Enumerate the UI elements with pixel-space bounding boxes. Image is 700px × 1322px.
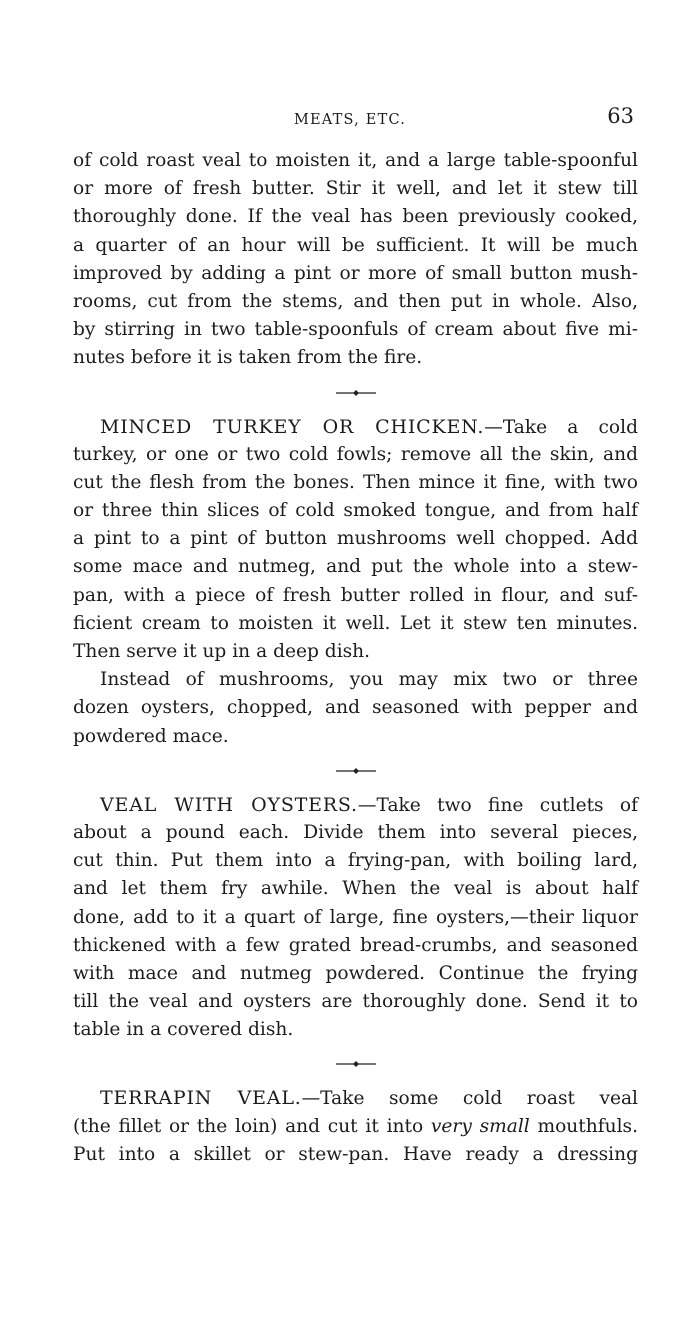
recipe-heading-rest: —Take two fine cutlets of bbox=[357, 794, 638, 816]
text-line bbox=[73, 413, 638, 441]
recipe-heading: TERRAPIN VEAL. bbox=[100, 1087, 302, 1110]
text-line: improved by adding a pint or more of small button mush- bbox=[73, 262, 638, 284]
text-line: or three thin slices of cold smoked tongue, and from half bbox=[73, 500, 638, 522]
recipe-heading-rest: —Take a cold bbox=[484, 416, 638, 438]
text-line: a quarter of an hour will be sufficient. It will be much bbox=[73, 234, 638, 256]
section-divider bbox=[73, 1044, 638, 1084]
section-divider bbox=[73, 751, 638, 791]
text-line: thickened with a few grated bread-crumbs, and seasoned bbox=[73, 934, 638, 956]
text-line bbox=[73, 791, 638, 819]
body-text bbox=[73, 147, 638, 1169]
text-line: cut thin. Put them into a frying-pan, with boiling lard, bbox=[73, 850, 638, 872]
text-line: pan, with a piece of fresh butter rolled in flour, and suf- bbox=[73, 584, 638, 606]
paragraph-veal-continuation bbox=[73, 147, 638, 373]
line-text: (the fillet or the loin) and cut it into bbox=[73, 1115, 431, 1137]
text-line: with mace and nutmeg powdered. Continue the frying bbox=[73, 962, 638, 984]
text-line: table in a covered dish. bbox=[73, 1019, 294, 1041]
text-line: rooms, cut from the stems, and then put in whole. Also, bbox=[73, 290, 638, 312]
text-line: by stirring in two table-spoonfuls of cream about five mi- bbox=[73, 319, 638, 341]
text-line: dozen oysters, chopped, and seasoned with pepper and bbox=[73, 697, 638, 719]
recipe-heading: VEAL WITH OYSTERS. bbox=[100, 793, 358, 816]
text-line: cut the flesh from the bones. Then mince it fine, with two bbox=[73, 471, 638, 493]
text-line: Then serve it up in a deep dish. bbox=[73, 641, 371, 662]
text-line: Put into a skillet or stew-pan. Have ready a dressing bbox=[73, 1143, 638, 1165]
divider-ornament-icon bbox=[336, 767, 376, 775]
recipe-heading: MINCED TURKEY OR CHICKEN. bbox=[100, 415, 485, 438]
running-head: MEATS, ETC. bbox=[293, 112, 407, 128]
text-line: thoroughly done. If the veal has been previously cooked, bbox=[73, 206, 638, 228]
text-line: some mace and nutmeg, and put the whole into a stew- bbox=[73, 556, 638, 578]
emphasis-text: very small bbox=[430, 1115, 530, 1137]
text-line: till the veal and oysters are thoroughly done. Send it to bbox=[73, 991, 638, 1013]
text-line: or more of fresh butter. Stir it well, and let it stew till bbox=[73, 178, 638, 200]
recipe-minced-turkey bbox=[73, 413, 638, 667]
page-number: 63 bbox=[607, 104, 634, 128]
text-line: nutes before it is taken from the fire. bbox=[73, 347, 423, 369]
recipe-heading-rest: —Take some cold roast veal bbox=[301, 1088, 638, 1110]
text-line: and let them fry awhile. When the veal is about half bbox=[73, 878, 638, 900]
text-line: of cold roast veal to moisten it, and a large table-spoonful bbox=[73, 150, 638, 171]
line-text: mouthfuls. bbox=[529, 1115, 638, 1137]
text-line: powdered mace. bbox=[73, 725, 229, 747]
text-line: about a pound each. Divide them into several pieces, bbox=[73, 821, 638, 843]
divider-ornament-icon bbox=[336, 389, 376, 397]
page-header bbox=[0, 104, 700, 134]
recipe-terrapin-veal bbox=[73, 1084, 638, 1169]
recipe-veal-with-oysters bbox=[73, 791, 638, 1045]
paragraph-variation bbox=[73, 666, 638, 751]
text-line: Instead of mushrooms, you may mix two or three bbox=[100, 669, 638, 691]
text-line: turkey, or one or two cold fowls; remove all the skin, and bbox=[73, 443, 638, 465]
text-line: done, add to it a quart of large, fine oysters,—their liquor bbox=[73, 906, 638, 928]
divider-ornament-icon bbox=[336, 1060, 376, 1068]
section-divider bbox=[73, 373, 638, 413]
text-line bbox=[73, 1113, 638, 1141]
text-line bbox=[73, 1084, 638, 1112]
text-line: ficient cream to moisten it well. Let it stew ten minutes. bbox=[73, 612, 638, 634]
text-line: a pint to a pint of button mushrooms well chopped. Add bbox=[73, 528, 638, 550]
